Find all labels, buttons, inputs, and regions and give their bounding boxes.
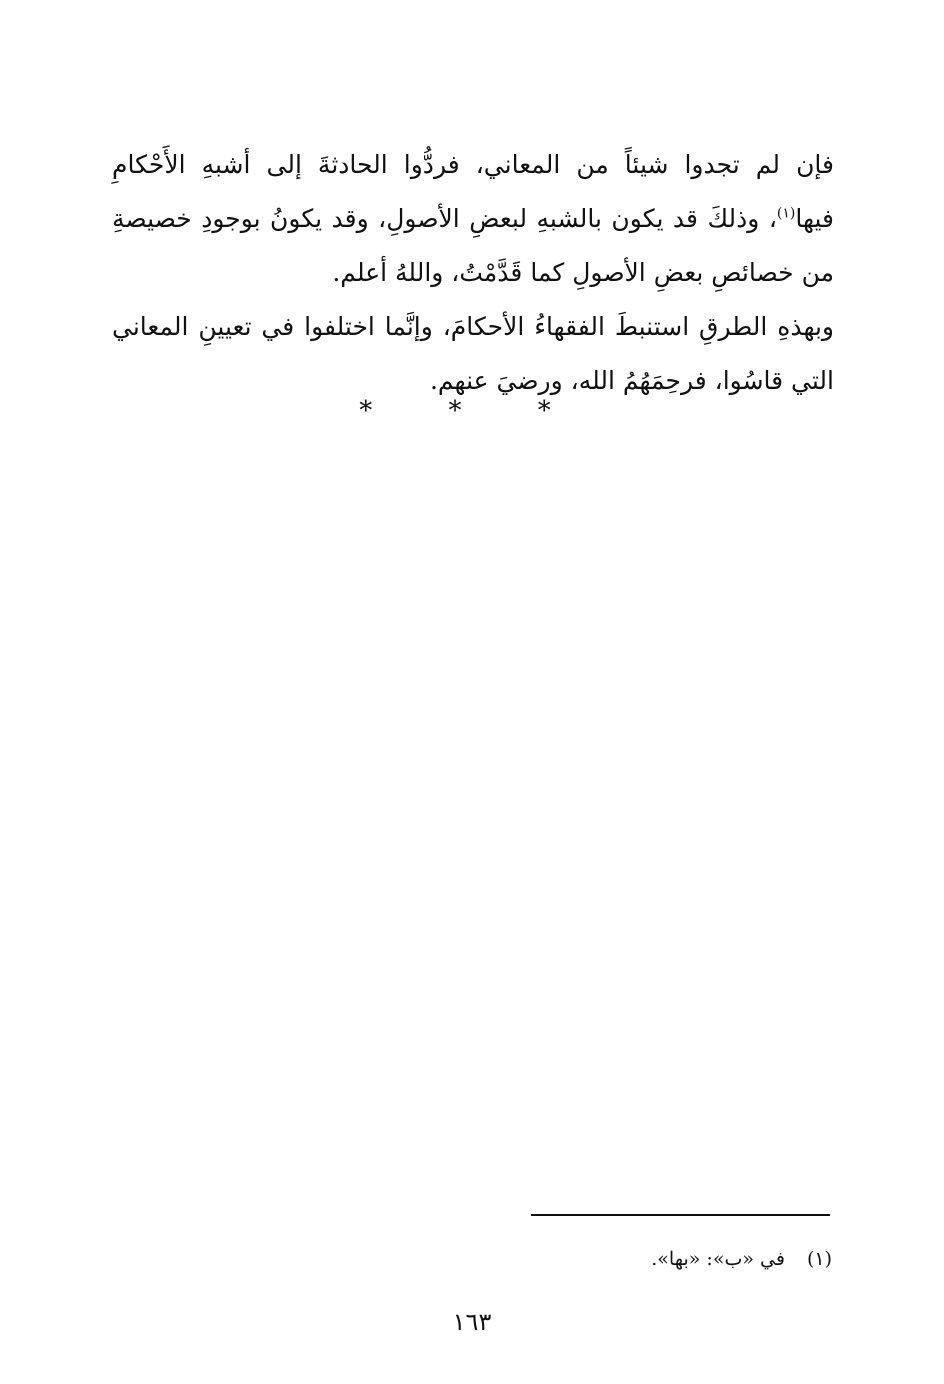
text-line: وبهذهِ الطرقِ استنبطَ الفقهاءُ الأحكامَ، وإنَّما اختلفوا في تعيينِ المعاني — [112, 312, 834, 341]
paragraph-2 — [112, 300, 834, 408]
footnote-number: (١) — [806, 1248, 832, 1270]
footnote — [651, 1244, 832, 1274]
text-line — [112, 192, 834, 246]
section-separator: * * * — [359, 396, 585, 426]
footnote-text: في «ب»: «بها». — [651, 1248, 785, 1270]
page-number: ١٦٣ — [452, 1308, 492, 1336]
paragraph-1 — [112, 138, 834, 300]
text-line: من خصائصِ بعضِ الأصولِ كما قَدَّمْتُ، واللهُ أعلم. — [332, 258, 834, 287]
text-line: التي قاسُوا، فرحِمَهُمُ الله، ورضيَ عنهم. — [429, 366, 834, 395]
main-text — [112, 138, 834, 408]
text-fragment: فيها — [795, 204, 834, 233]
text-line: فإن لم تجدوا شيئاً من المعاني، فردُّوا الحادثةَ إلى أشبهِ الأَحْكامِ — [112, 150, 834, 179]
footnote-divider — [531, 1214, 830, 1216]
footnote-reference[interactable]: (١) — [776, 205, 796, 222]
text-fragment: ، وذلكَ قد يكون بالشبهِ لبعضِ الأصولِ، وقد يكونُ بوجودِ خصيصةِ — [112, 204, 777, 233]
